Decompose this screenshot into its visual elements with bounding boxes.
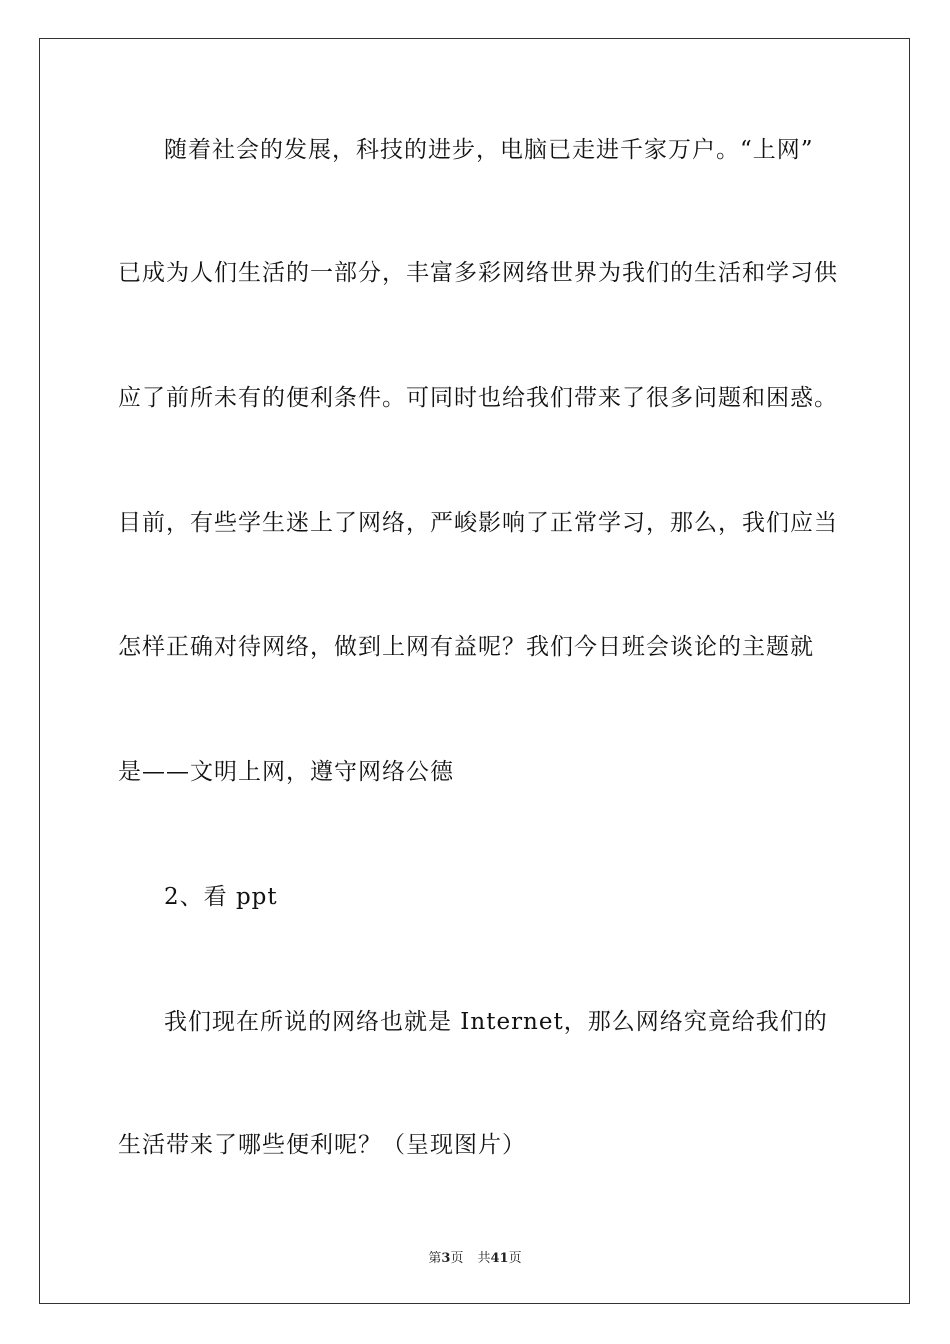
footer-page-suffix: 页 (450, 1251, 464, 1266)
section-heading-2: 2、看 ppt (164, 884, 278, 910)
paragraph-1-line-1: 随着社会的发展，科技的进步，电脑已走进千家万户。“上网” (164, 137, 814, 163)
footer-total-pages: 41 (490, 1251, 509, 1266)
paragraph-1-line-2: 已成为人们生活的一部分，丰富多彩网络世界为我们的生活和学习供 (118, 260, 838, 286)
footer-total-prefix: 共 (477, 1251, 491, 1266)
paragraph-2-line-2: 生活带来了哪些便利呢？（呈现图片） (118, 1132, 526, 1158)
paragraph-2-line-1: 我们现在所说的网络也就是 Internet，那么网络究竟给我们的 (164, 1009, 828, 1035)
footer-total-suffix: 页 (508, 1251, 522, 1266)
paragraph-1-line-5: 怎样正确对待网络，做到上网有益呢？我们今日班会谈论的主题就 (118, 634, 814, 660)
paragraph-1-line-3: 应了前所未有的便利条件。可同时也给我们带来了很多问题和困惑。 (118, 385, 838, 411)
page-footer (0, 1247, 950, 1266)
footer-page-number: 3 (441, 1251, 451, 1266)
paragraph-1-line-6: 是——文明上网，遵守网络公德 (118, 759, 454, 785)
footer-page-prefix: 第 (428, 1251, 442, 1266)
paragraph-1-line-4: 目前，有些学生迷上了网络，严峻影响了正常学习，那么，我们应当 (118, 510, 838, 536)
page-border (39, 38, 910, 1304)
